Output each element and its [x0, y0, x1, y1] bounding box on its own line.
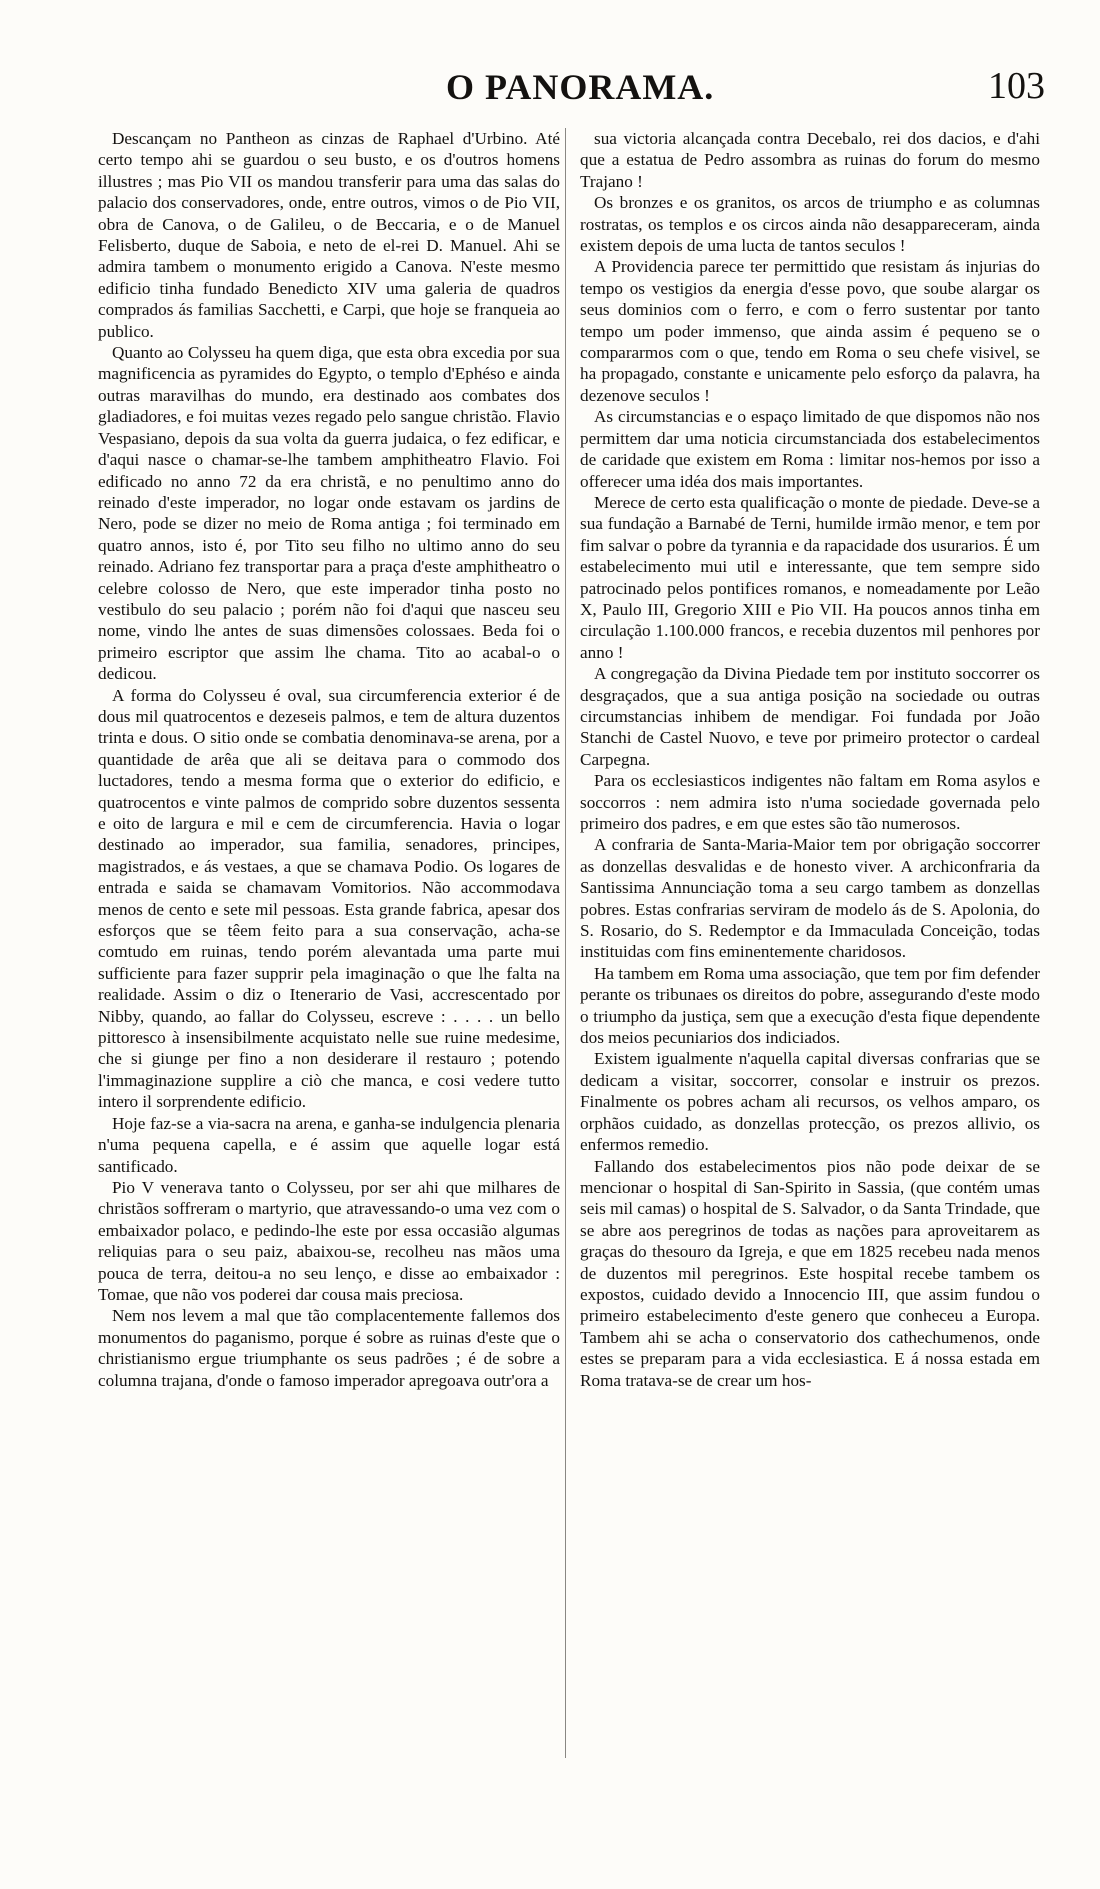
paragraph: Nem nos levem a mal que tão complacentemente fallemos dos monumentos do paganismo, porque é sobre as ruinas d'este que o christianismo ergue triumphante os seus padrões ; é de sobre a columna trajana, d'onde o famoso imperador apregoava outr'ora a — [98, 1306, 560, 1390]
paragraph: Ha tambem em Roma uma associação, que tem por fim defender perante os tribunaes os direitos do pobre, assegurando d'este modo o triumpho da justiça, sem que a execução d'esta fique dependente dos meios pecuniarios dos indiciados. — [580, 963, 1040, 1048]
paragraph: As circumstancias e o espaço limitado de que dispomos não nos permittem dar uma noticia circumstanciada dos estabelecimentos de caridade que existem em Roma : limitar nos-hemos por isso a offerecer uma idéa dos mais importantes. — [580, 407, 1040, 491]
right-column — [580, 128, 1040, 1391]
paragraph: Descançam no Pantheon as cinzas de Raphael d'Urbino. Até certo tempo ahi se guardou o seu busto, e os d'outros homens illustres ; mas Pio VII os mandou transferir para uma das salas do palacio dos conservadores, onde, entre outros, vimos o de Pio VII, obra de Canova, o de Galileu, o de Beccaria, e o de Manuel Felisberto, duque de Saboia, e neto de el-rei D. Manuel. Ahi se admira tambem o monumento erigido a Canova. N'este mesmo edificio tinha fundado Benedicto XIV uma galeria de quadros comprados ás familias Sacchetti, e Carpi, que hoje se franqueia ao publico. — [98, 129, 560, 341]
paragraph: Existem igualmente n'aquella capital diversas confrarias que se dedicam a visitar, soccorrer, consolar e instruir os prezos. Finalmente os pobres acham ali recursos, os velhos amparo, os orphãos cuidado, as donzellas protecção, os prezos allivio, os enfermos remedio. — [580, 1049, 1040, 1155]
paragraph: Hoje faz-se a via-sacra na arena, e ganha-se indulgencia plenaria n'uma pequena capella, e é assim que aquelle logar está santificado. — [98, 1113, 560, 1176]
paragraph: Fallando dos estabelecimentos pios não pode deixar de se mencionar o hospital di San-Spirito in Sassia, (que contém umas seis mil camas) o hospital de S. Salvador, o da Santa Trindade, que se abre aos peregrinos de todas as nações para aproveitarem as graças do thesouro da Igreja, e que em 1825 recebeu nada menos de duzentos mil peregrinos. Este hospital recebe tambem os expostos, cuidado devido a Innocencio III, que assim fundou o primeiro estabelecimento d'este genero que conheceu a Europa. Tambem ahi se acha o conservatorio dos cathechumenos, onde estes se preparam para a vida ecclesiastica. E á nossa estada em Roma tratava-se de crear um hos- — [580, 1156, 1040, 1390]
paragraph: Para os ecclesiasticos indigentes não faltam em Roma asylos e soccorros : nem admira isto n'uma sociedade governada pelo primeiro dos padres, e em que estes são tão numerosos. — [580, 771, 1040, 833]
page-number: 103 — [988, 65, 1045, 107]
paragraph: A forma do Colysseu é oval, sua circumferencia exterior é de dous mil quatrocentos e dezeseis palmos, e tem de altura duzentos trinta e dous. O sitio onde se combatia denominava-se arena, por a quantidade de arêa que ali se deitava para o commodo dos luctadores, tendo a mesma forma que o exterior do edificio, e quatrocentos e vinte palmos de comprido sobre duzentos sessenta e oito de largura e mil e cem de circumferencia. Havia o logar destinado ao imperador, sua familia, senadores, principes, magistrados, e ás vestaes, a que se chamava Podio. Os logares de entrada e saida se chamavam Vomitorios. Não accommodava menos de cento e sete mil pessoas. Esta grande fabrica, apesar dos esforços que se têem feito para a sua conservação, acha-se comtudo em ruinas, tendo porém alevantada uma parte mui sufficiente para fazer supprir pela imaginação o que lhe falta na realidade. Assim o diz o Itenerario de Vasi, accrescentado por Nibby, quando, ao fallar do Colysseu, escreve : . . . . un bello pittoresco à insensibilmente acquistato nelle sue ruine medesime, che si giunge per fino a non desiderare il restauro ; potendo l'immaginazione supplire a ciò che manca, e cosi vedere tutto intero il sorprendente edificio. — [98, 685, 560, 1112]
page-header — [0, 58, 1100, 118]
running-title: O PANORAMA. — [446, 67, 715, 107]
paragraph: Merece de certo esta qualificação o monte de piedade. Deve-se a sua fundação a Barnabé de Terni, humilde irmão menor, e tem por fim salvar o pobre da tyrannia e da rapacidade dos usurarios. É um estabelecimento mui util e interessante, que tem sempre sido patrocinado pelos pontifices romanos, e nomeadamente por Leão X, Paulo III, Gregorio XIII e Pio VII. Ha poucos annos tinha em circulação 1.100.000 francos, e recebia duzentos mil penhores por anno ! — [580, 492, 1040, 662]
paragraph: Quanto ao Colysseu ha quem diga, que esta obra excedia por sua magnificencia as pyramides do Egypto, o templo d'Ephéso e ainda outras maravilhas do mundo, era destinado aos combates dos gladiadores, e foi muitas vezes regado pelo sangue christão. Flavio Vespasiano, depois da sua volta da guerra judaica, o fez edificar, e d'aqui nasce o chamar-se-lhe tambem amphitheatro Flavio. Foi edificado no anno 72 da era christã, e no penultimo anno do reinado d'este imperador, no logar onde estavam os jardins de Nero, pode se dizer no meio de Roma antiga ; foi terminado em quatro annos, isto é, por Tito seu filho no ultimo anno do seu reinado. Adriano fez transportar para a praça d'este amphitheatro o celebre colosso de Nero, que este imperador tinha posto no vestibulo do seu palacio ; porém não foi d'aqui que nasceu seu nome, vindo lhe antes de suas dimensões colossaes. Beda foi o primeiro escriptor que assim lhe chama. Tito ao acabal-o o dedicou. — [98, 343, 560, 684]
paragraph: Os bronzes e os granitos, os arcos de triumpho e as columnas rostratas, os templos e os circos ainda não desappareceram, ainda existem depois de uma lucta de tantos seculos ! — [580, 193, 1040, 256]
paragraph: A Providencia parece ter permittido que resistam ás injurias do tempo os vestigios da energia d'esse povo, que soube alargar os seus dominios com o ferro, e com o ferro sustentar por tanto tempo um poder immenso, que ainda assim é pequeno se o compararmos com o que, tendo em Roma o seu chefe visivel, se ha propagado, constante e unicamente pelo esforço da palavra, ha dezenove seculos ! — [580, 257, 1040, 405]
paragraph: A congregação da Divina Piedade tem por instituto soccorrer os desgraçados, que a sua antiga posição na sociedade ou outras circumstancias inhibem de mendigar. Foi fundada por João Stanchi de Castel Nuovo, e teve por primeiro protector o cardeal Carpegna. — [580, 664, 1040, 769]
column-divider — [565, 128, 566, 1758]
paragraph: Pio V venerava tanto o Colysseu, por ser ahi que milhares de christãos soffreram o martyrio, que atravessando-o uma vez com o embaixador polaco, e pedindo-lhe este por essa occasião algumas reliquias para o seu paiz, abaixou-se, recolheu nas mãos uma pouca de terra, deitou-a no seu lenço, e disse ao embaixador : Tomae, que não vos poderei dar cousa mais preciosa. — [98, 1177, 560, 1304]
paragraph: sua victoria alcançada contra Decebalo, rei dos dacios, e d'ahi que a estatua de Pedro assombra as ruinas do forum do mesmo Trajano ! — [580, 129, 1040, 191]
paragraph: A confraria de Santa-Maria-Maior tem por obrigação soccorrer as donzellas desvalidas e de honesto viver. A archiconfraria da Santissima Annunciação toma a seu cargo tambem as donzellas pobres. Estas confrarias serviram de modelo ás de S. Apolonia, do S. Rosario, do S. Redemptor e da Immaculada Conceição, todas instituidas com fins eminentemente charidosos. — [580, 835, 1040, 962]
left-column — [98, 128, 560, 1391]
